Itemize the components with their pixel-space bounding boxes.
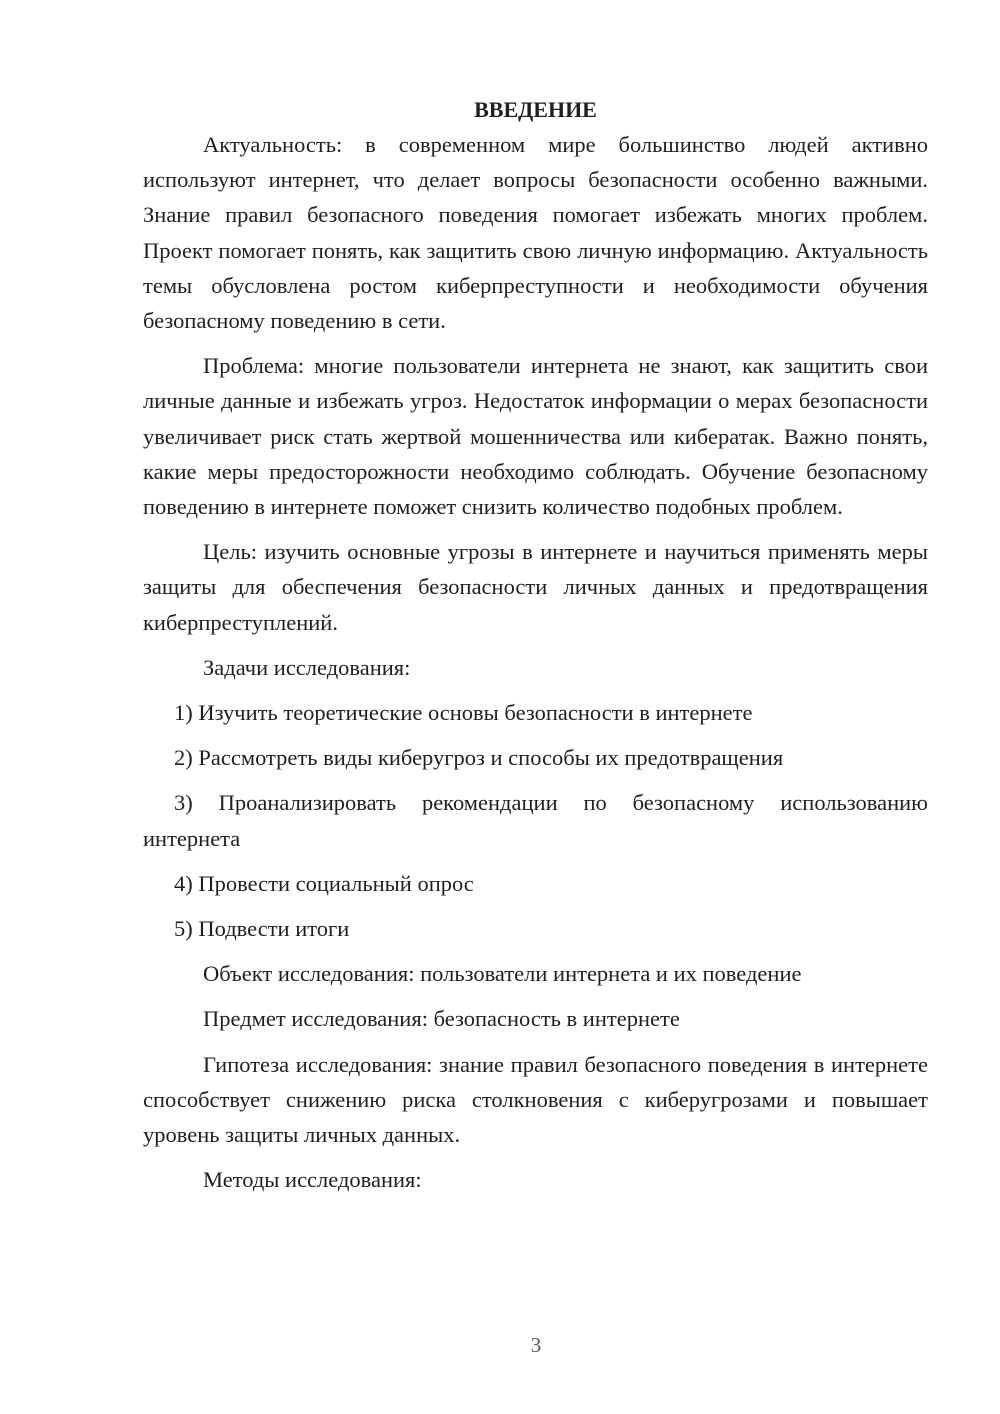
task-item-1: 1) Изучить теоретические основы безопасности в интернете <box>174 700 753 726</box>
paragraph-subject: Предмет исследования: безопасность в интернете <box>203 1006 680 1032</box>
paragraph-object: Объект исследования: пользователи интернета и их поведение <box>203 961 802 987</box>
paragraph-hypothesis: Гипотеза исследования: знание правил безопасного поведения в интернете способствует снижению риска столкновения с киберугрозами и повышает уровень защиты личных данных. <box>143 1051 928 1148</box>
page-number: 3 <box>530 1333 542 1357</box>
paragraph-relevance: Актуальность: в современном мире большинство людей активно используют интернет, что делает вопросы безопасности особенно важными. Знание правил безопасного поведения помогает избежать многих проблем. Проект помогает понять, как защитить свою личную информацию. Актуальность темы обусловлена ростом киберпреступности и необходимости обучения безопасному поведению в сети. <box>143 132 928 334</box>
paragraph-goal: Цель: изучить основные угрозы в интернете и научиться применять меры защиты для обеспечения безопасности личных данных и предотвращения киберпреступлений. <box>143 539 928 635</box>
document-page <box>143 92 928 1197</box>
task-item-5: 5) Подвести итоги <box>174 916 350 942</box>
section-title: ВВЕДЕНИЕ <box>474 97 597 122</box>
methods-heading: Методы исследования: <box>203 1167 422 1193</box>
task-item-4: 4) Провести социальный опрос <box>174 870 474 896</box>
task-item-3: 3) Проанализировать рекомендации по безопасному использованию интернета <box>143 790 928 851</box>
paragraph-problem: Проблема: многие пользователи интернета не знают, как защитить свои личные данные и избежать угроз. Недостаток информации о мерах безопасности увеличивает риск стать жертвой мошенничества или кибератак. Важно понять, какие меры предосторожности необходимо соблюдать. Обучение безопасному поведению в интернете поможет снизить количество подобных проблем. <box>143 353 928 520</box>
task-item-2: 2) Рассмотреть виды киберугроз и способы их предотвращения <box>174 745 784 771</box>
tasks-heading: Задачи исследования: <box>203 654 411 680</box>
